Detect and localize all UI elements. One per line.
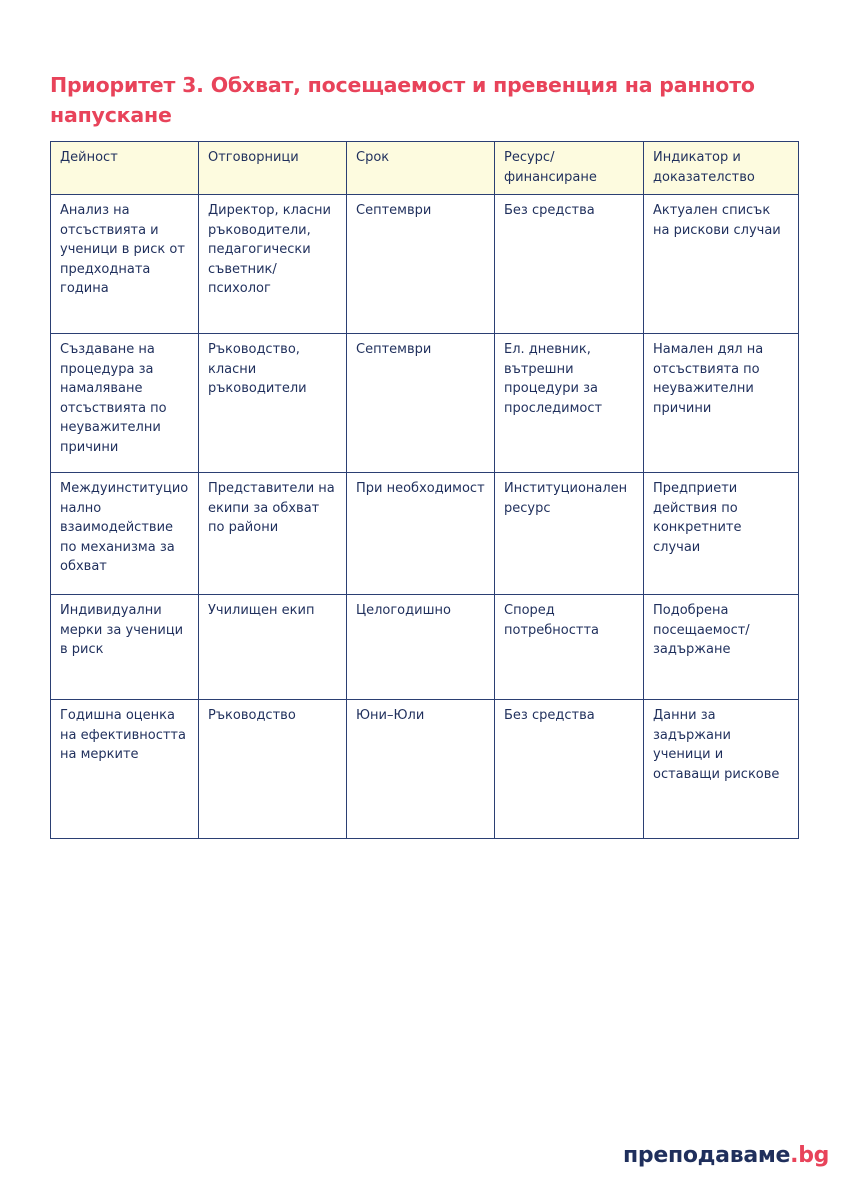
cell-activity: Индивидуални мерки за ученици в риск (51, 595, 199, 700)
cell-responsible: Ръководство (199, 700, 347, 839)
table-row (51, 595, 799, 700)
cell-resource: Без средства (495, 195, 644, 334)
table-header-row (51, 142, 799, 195)
cell-responsible: Ръководство, класни ръководители (199, 334, 347, 473)
cell-indicator: Намален дял на отсъствията по неуважителни причини (644, 334, 799, 473)
header-resource: Ресурс/ финансиране (495, 142, 644, 195)
cell-activity: Годишна оценка на ефективността на мерките (51, 700, 199, 839)
cell-resource: Ел. дневник, вътрешни процедури за проследимост (495, 334, 644, 473)
cell-deadline: Септември (347, 334, 495, 473)
cell-indicator: Подобрена посещаемост/ задържане (644, 595, 799, 700)
cell-deadline: Юни–Юли (347, 700, 495, 839)
cell-indicator: Актуален списък на рискови случаи (644, 195, 799, 334)
table-row (51, 700, 799, 839)
table-row (51, 195, 799, 334)
cell-resource: Според потребността (495, 595, 644, 700)
cell-responsible: Училищен екип (199, 595, 347, 700)
priority-table (50, 141, 799, 839)
table-row (51, 334, 799, 473)
cell-indicator: Данни за задържани ученици и оставащи рискове (644, 700, 799, 839)
cell-responsible: Представители на екипи за обхват по райони (199, 473, 347, 595)
cell-activity: Междуинституционално взаимодействие по механизма за обхват (51, 473, 199, 595)
header-indicator: Индикатор и доказателство (644, 142, 799, 195)
cell-responsible: Директор, класни ръководители, педагогически съветник/ психолог (199, 195, 347, 334)
cell-activity: Анализ на отсъствията и ученици в риск от предходната година (51, 195, 199, 334)
header-activity: Дейност (51, 142, 199, 195)
header-responsible: Отговорници (199, 142, 347, 195)
cell-deadline: Целогодишно (347, 595, 495, 700)
table-row (51, 473, 799, 595)
cell-indicator: Предприети действия по конкретните случаи (644, 473, 799, 595)
cell-resource: Институционален ресурс (495, 473, 644, 595)
cell-activity: Създаване на процедура за намаляване отсъствията по неуважителни причини (51, 334, 199, 473)
cell-deadline: Септември (347, 195, 495, 334)
brand-tld: .bg (790, 1143, 830, 1168)
page-title: Приоритет 3. Обхват, посещаемост и превенция на ранното напускане (50, 73, 755, 127)
brand-name: преподаваме (623, 1143, 791, 1168)
brand-logo (623, 1140, 829, 1172)
cell-resource: Без средства (495, 700, 644, 839)
cell-deadline: При необходимост (347, 473, 495, 595)
header-deadline: Срок (347, 142, 495, 195)
